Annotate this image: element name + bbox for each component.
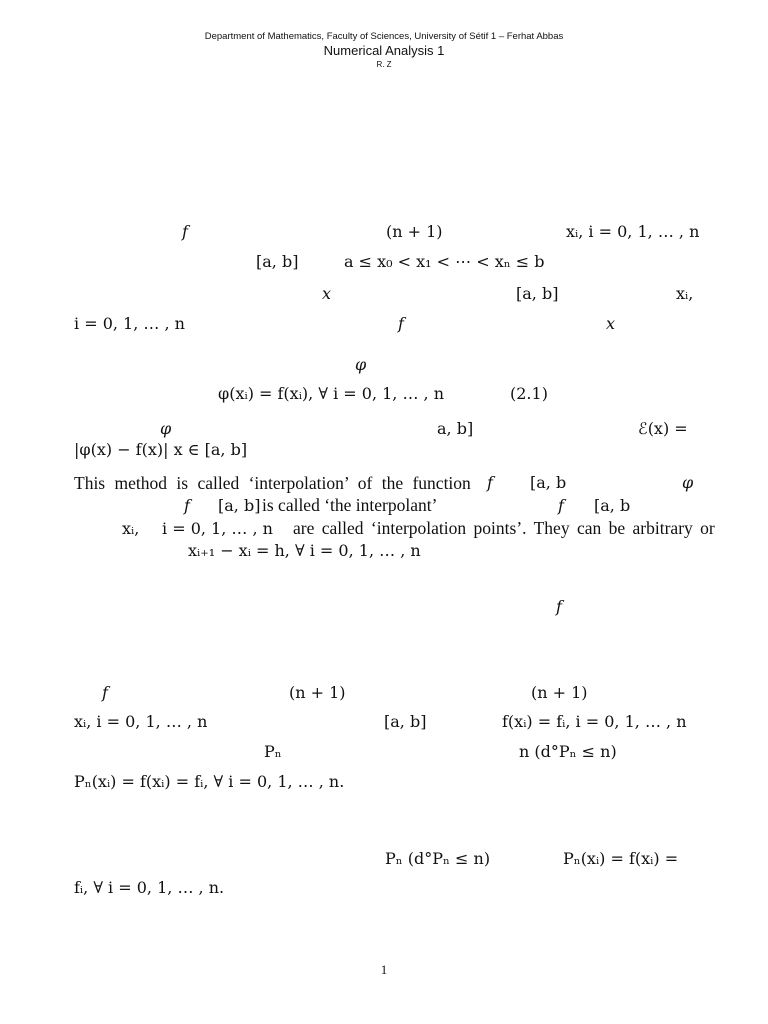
header-institution: Department of Mathematics, Faculty of Sciences, University of Sétif 1 – Ferhat Abbas: [204, 31, 564, 42]
header-author: R. Z: [376, 60, 392, 69]
math-node-order: a ≤ x₀ < x₁ < ⋯ < xₙ ≤ b: [344, 252, 545, 271]
math-index-range: i = 0, 1, … , n: [162, 519, 273, 538]
math-Pn-value: Pₙ(xᵢ) = f(xᵢ) =: [563, 849, 679, 868]
math-f: f: [398, 314, 404, 333]
math-f: f: [102, 683, 108, 702]
math-f: f: [184, 496, 190, 515]
math-xi: xᵢ,: [676, 284, 694, 303]
math-interval-open: [a, b: [530, 473, 567, 492]
math-interval-end: a, b]: [437, 419, 474, 438]
math-degree-bound: n (d°Pₙ ≤ n): [519, 742, 617, 761]
math-n-plus-1: (n + 1): [386, 222, 443, 241]
math-fi-final: fᵢ, ∀ i = 0, 1, … , n.: [74, 878, 225, 897]
text-interpolation-points: are called ‘interpolation points’. They can be arbitrary or: [293, 518, 715, 538]
math-f: f: [182, 222, 188, 241]
math-f: f: [558, 496, 564, 515]
math-node-range: xᵢ, i = 0, 1, … , n: [74, 712, 208, 731]
math-x: x: [322, 284, 332, 303]
math-equal-spacing: xᵢ₊₁ − xᵢ = h, ∀ i = 0, 1, … , n: [188, 541, 421, 560]
math-interval-open: [a, b: [594, 496, 631, 515]
text-interpolation-def: This method is called ‘interpolation’ of the function: [74, 473, 471, 493]
equation-label: (2.1): [510, 384, 548, 403]
math-xi: xᵢ,: [122, 519, 140, 538]
math-interval: [a, b]: [384, 712, 427, 731]
math-error-lhs: ℰ(x) =: [638, 419, 688, 438]
math-error-rhs: |φ(x) − f(x)| x ∈ [a, b]: [74, 440, 248, 459]
header-course-title: Numerical Analysis 1: [323, 43, 445, 58]
math-index-range: i = 0, 1, … , n: [74, 314, 185, 333]
math-fi-condition: f(xᵢ) = fᵢ, i = 0, 1, … , n: [502, 712, 687, 731]
math-interval: [a, b]: [256, 252, 299, 271]
math-Pn: Pₙ: [264, 742, 282, 761]
math-f: f: [556, 597, 562, 616]
math-phi: φ: [355, 355, 367, 374]
math-f: f: [487, 473, 493, 492]
math-phi: φ: [682, 473, 694, 492]
text-interpolant: is called ‘the interpolant’: [262, 495, 438, 515]
math-x: x: [606, 314, 616, 333]
math-phi: φ: [160, 419, 172, 438]
page-number: 1: [380, 962, 388, 977]
math-n-plus-1: (n + 1): [531, 683, 588, 702]
math-n-plus-1: (n + 1): [289, 683, 346, 702]
math-node-range: xᵢ, i = 0, 1, … , n: [566, 222, 700, 241]
equation-interpolation-condition: φ(xᵢ) = f(xᵢ), ∀ i = 0, 1, … , n: [218, 384, 445, 403]
math-interval: [a, b]: [516, 284, 559, 303]
math-Pn-degree: Pₙ (d°Pₙ ≤ n): [385, 849, 491, 868]
math-Pn-condition: Pₙ(xᵢ) = f(xᵢ) = fᵢ, ∀ i = 0, 1, … , n.: [74, 772, 345, 791]
math-interval: [a, b]: [218, 496, 261, 515]
